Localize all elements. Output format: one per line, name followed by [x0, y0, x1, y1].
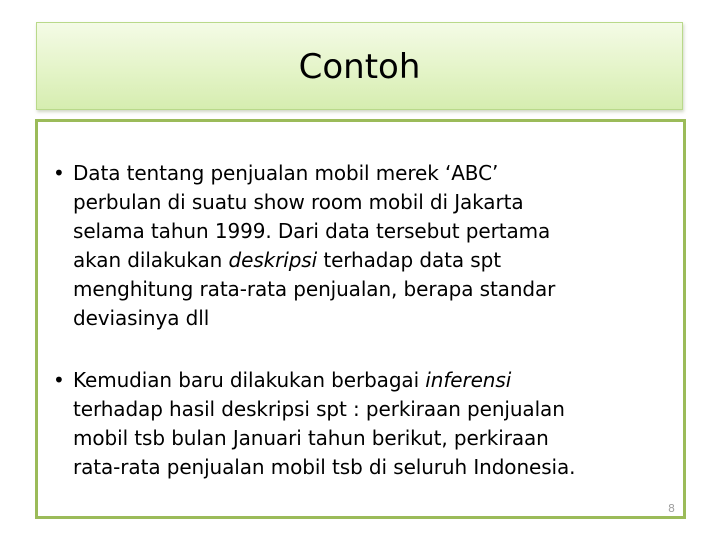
title-banner [36, 22, 683, 110]
bullet-1-line-5: menghitung rata-rata penjualan, berapa standar [73, 277, 556, 301]
bullet-2-line-1: Kemudian baru dilakukan berbagai inferensi [73, 368, 512, 392]
bullet-1-line-3: selama tahun 1999. Dari data tersebut pertama [73, 219, 551, 243]
bullet-1-line-2: perbulan di suatu show room mobil di Jakarta [73, 190, 524, 214]
bullet-2-line-2: terhadap hasil deskripsi spt : perkiraan penjualan [73, 397, 565, 421]
emphasis-deskripsi: deskripsi [228, 248, 318, 272]
slide-title: Contoh [298, 47, 421, 87]
bullet-item-inference [38, 366, 683, 482]
emphasis-inferensi: inferensi [425, 368, 512, 392]
bullet-2-line-3: mobil tsb bulan Januari tahun berikut, perkiraan [73, 426, 549, 450]
bullet-1-line-6: deviasinya dll [73, 306, 210, 330]
bullet-item-data-description [38, 159, 683, 333]
bullet-dot: • [53, 161, 65, 185]
bullet-dot: • [53, 368, 65, 392]
bullet-list [38, 159, 683, 482]
bullet-1-line-1: Data tentang penjualan mobil merek ‘ABC’ [73, 161, 499, 185]
page-number: 8 [668, 502, 675, 515]
content-panel [35, 119, 686, 519]
bullet-1-line-4: akan dilakukan deskripsi terhadap data spt [73, 248, 501, 272]
bullet-2-line-4: rata-rata penjualan mobil tsb di seluruh Indonesia. [73, 455, 576, 479]
